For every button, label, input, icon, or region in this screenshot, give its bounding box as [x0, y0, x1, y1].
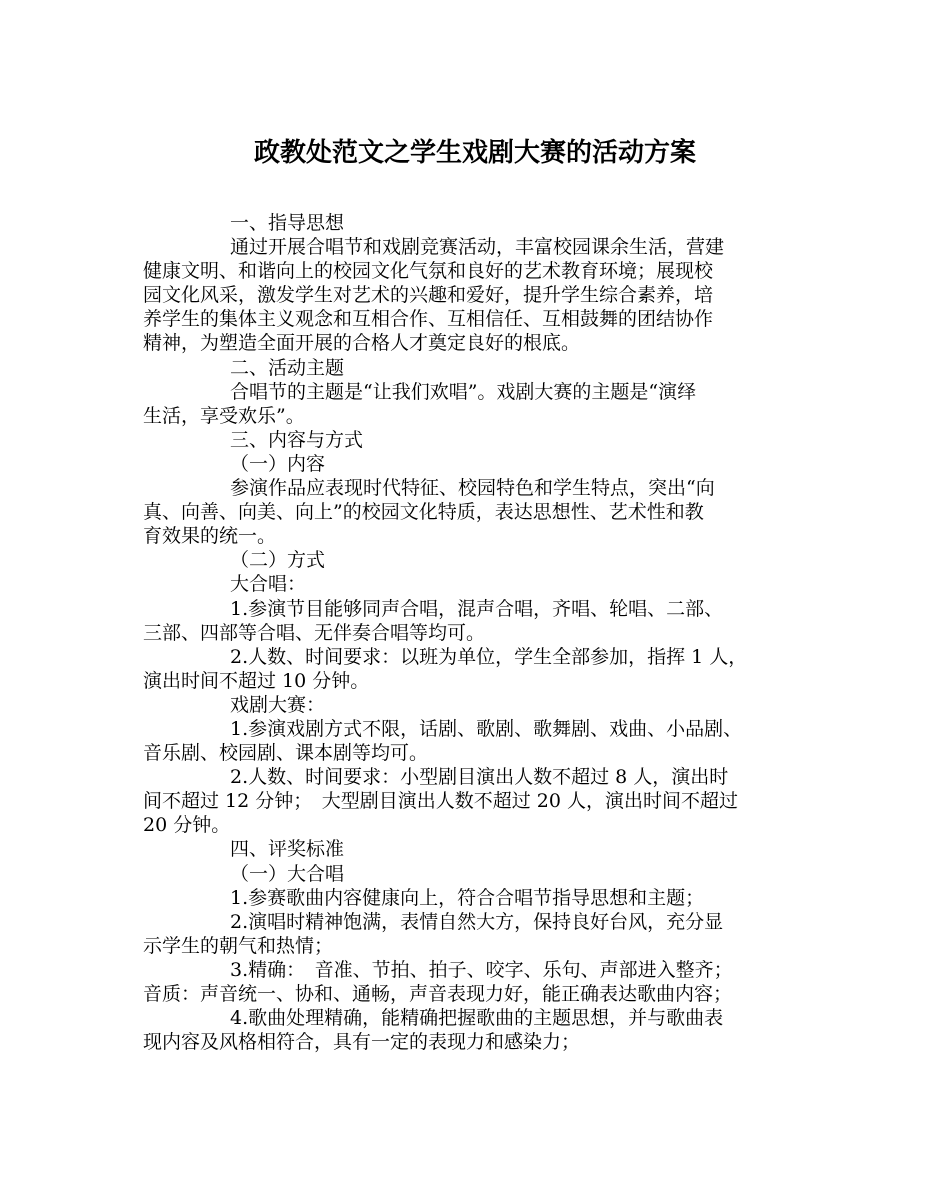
text-line: （二）方式	[230, 549, 326, 572]
text-line: 1.参演节目能够同声合唱，混声合唱，齐唱、轮唱、二部、	[230, 597, 724, 620]
text-line: 一、指导思想	[230, 212, 345, 234]
text-line: （一）大合唱	[230, 862, 345, 885]
text-line: 参演作品应表现时代特征、校园特色和学生特点，突出“向	[230, 477, 715, 500]
text-line: 1.参演戏剧方式不限，话剧、歌剧、歌舞剧、戏曲、小品剧、	[230, 717, 743, 740]
text-line: 真、向善、向美、向上”的校园文化特质，表达思想性、艺术性和教	[143, 501, 704, 524]
document-title: 政教处范文之学生戏剧大赛的活动方案	[253, 138, 696, 168]
text-line: 通过开展合唱节和戏剧竞赛活动，丰富校园课余生活，营建	[230, 236, 725, 259]
text-line: 大合唱：	[230, 573, 307, 596]
text-line: 合唱节的主题是“让我们欢唱”。戏剧大赛的主题是“演绎	[230, 380, 697, 403]
text-line: 示学生的朝气和热情；	[143, 934, 334, 957]
text-line: 1.参赛歌曲内容健康向上，符合合唱节指导思想和主题；	[230, 886, 705, 909]
text-line: 四、评奖标准	[230, 838, 345, 861]
text-line: 戏剧大赛：	[230, 693, 326, 716]
text-line: （一）内容	[230, 452, 326, 475]
text-line: 园文化风采，激发学生对艺术的兴趣和爱好，提升学生综合素养，培	[143, 284, 714, 307]
text-line: 2.演唱时精神饱满，表情自然大方，保持良好台风，充分显	[230, 910, 724, 933]
text-line: 三、内容与方式	[230, 428, 364, 451]
text-line: 2.人数、时间要求：以班为单位，学生全部参加，指挥 1 人，	[230, 645, 748, 668]
text-line: 养学生的集体主义观念和互相合作、互相信任、互相鼓舞的团结协作	[143, 308, 714, 331]
text-line: 音质：声音统一、协和、通畅，声音表现力好，能正确表达歌曲内容；	[143, 983, 733, 1005]
text-line: 精神，为塑造全面开展的合格人才奠定良好的根底。	[143, 332, 581, 355]
text-line: 演出时间不超过 10 分钟。	[143, 669, 370, 692]
text-line: 二、活动主题	[230, 356, 345, 379]
text-line: 育效果的统一。	[143, 525, 277, 548]
document-body	[143, 211, 827, 1054]
text-line: 2.人数、时间要求：小型剧目演出人数不超过 8 人，演出时	[230, 766, 729, 789]
text-line: 4.歌曲处理精确，能精确把握歌曲的主题思想，并与歌曲表	[230, 1007, 724, 1030]
text-line: 生活，享受欢乐”。	[143, 404, 305, 427]
text-line: 现内容及风格相符合，具有一定的表现力和感染力；	[143, 1031, 581, 1054]
text-line: 三部、四部等合唱、无伴奏合唱等均可。	[143, 621, 486, 644]
text-line: 3.精确： 音准、节拍、拍子、咬字、乐句、声部进入整齐；	[230, 958, 733, 981]
text-line: 健康文明、和谐向上的校园文化气氛和良好的艺术教育环境；展现校	[143, 260, 714, 283]
text-line: 20 分钟。	[143, 814, 231, 837]
text-line: 间不超过 12 分钟； 大型剧目演出人数不超过 20 人，演出时间不超过	[143, 790, 739, 813]
text-line: 音乐剧、校园剧、课本剧等均可。	[143, 742, 429, 765]
